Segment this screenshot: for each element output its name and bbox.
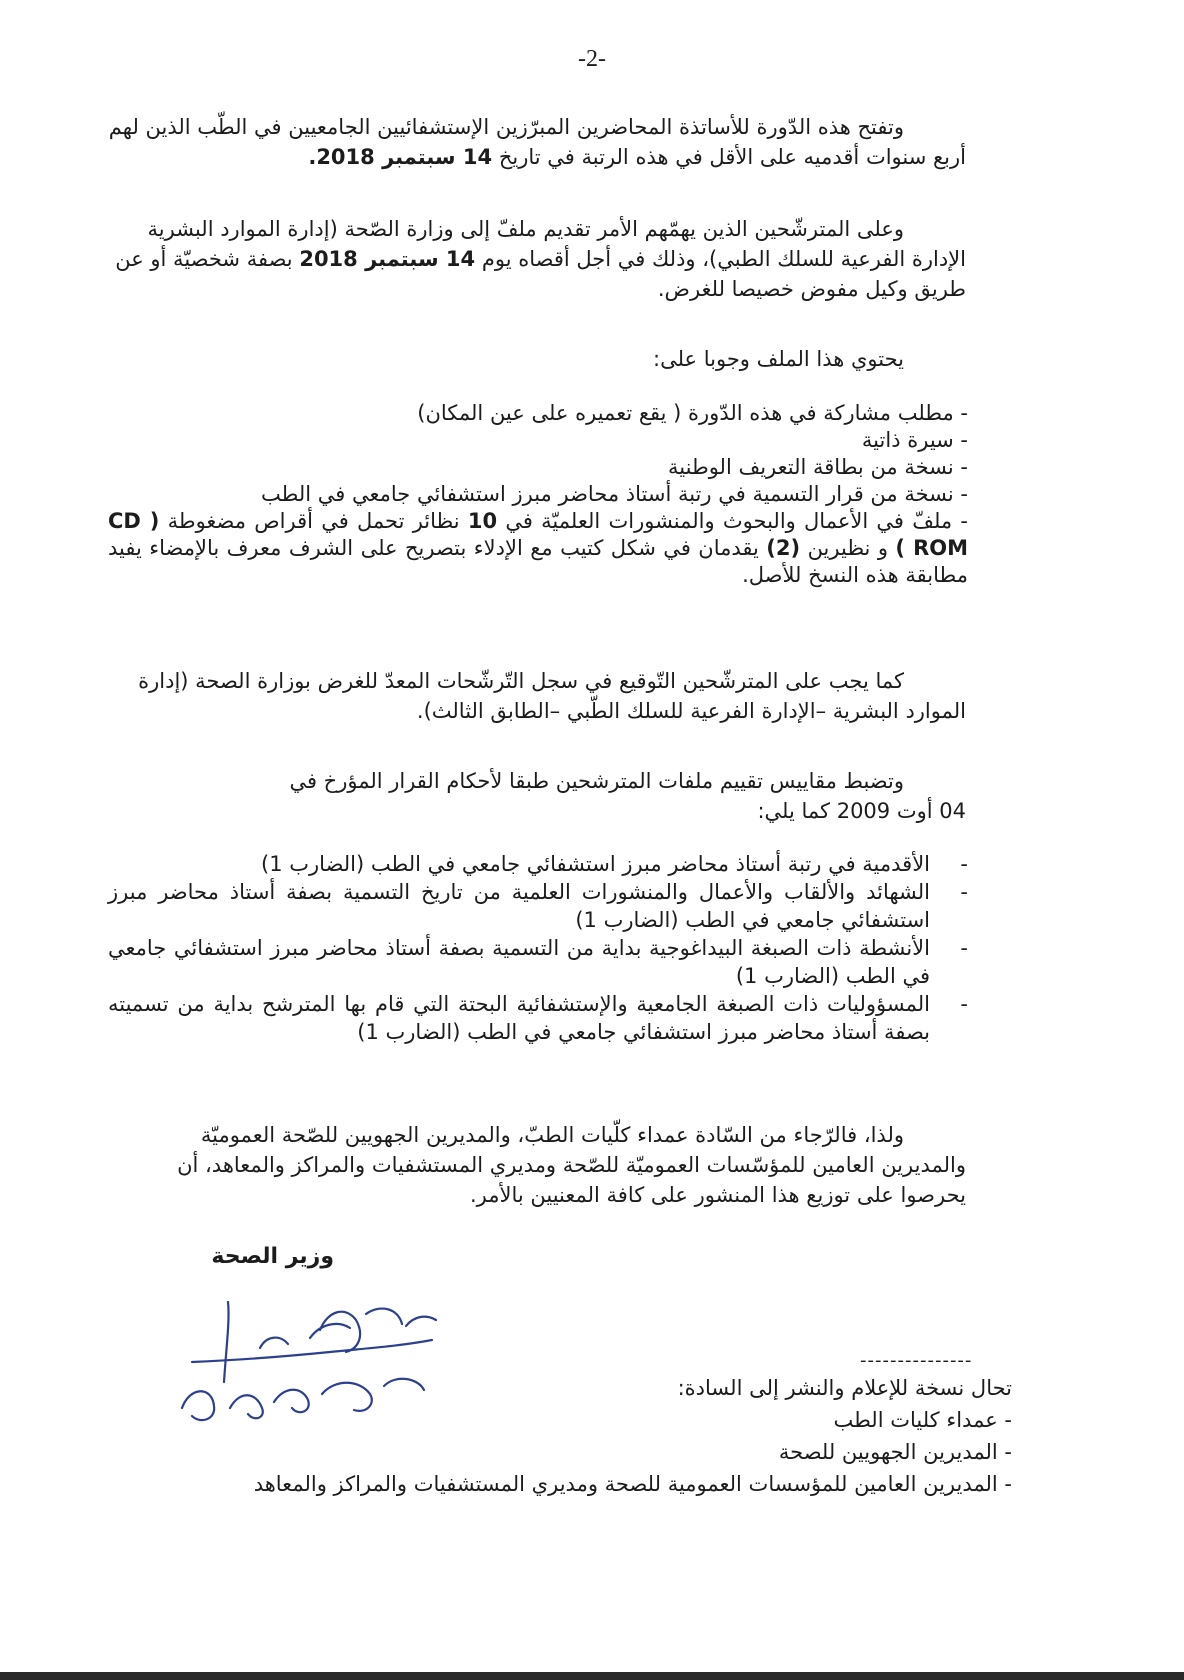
page-number: -2- xyxy=(578,46,606,72)
paragraph-closing xyxy=(108,1120,966,1210)
list-item-text: - ملفّ في الأعمال والبحوث والمنشورات العلميّة في xyxy=(505,509,968,533)
copies-count: 10 xyxy=(467,509,498,533)
paragraph-line: الموارد البشرية –الإدارة الفرعية للسلك الطّبي –الطابق الثالث). xyxy=(416,699,966,723)
paragraph-line xyxy=(108,142,966,172)
paragraph-line: وعلى المترشّحين الذين يهمّهم الأمر تقديم ملفّ إلى وزارة الصّحة (إدارة الموارد البشرية xyxy=(147,217,904,241)
paragraph-application xyxy=(108,214,966,304)
bullet-dash: - xyxy=(960,880,968,904)
list-item: - نسخة من بطاقة التعريف الوطنية xyxy=(668,455,968,479)
list-item: - نسخة من قرار التسمية في رتبة أستاذ محاضر مبرز استشفائي جامعي في الطب xyxy=(261,482,968,506)
list-item: - المديرين الجهويين للصحة xyxy=(778,1440,1012,1464)
minister-title: وزير الصحة xyxy=(211,1244,334,1269)
paragraph-line: طريق وكيل مفوض خصيصا للغرض. xyxy=(657,277,966,301)
list-item-text: يقدمان في شكل كتيب مع الإدلاء بتصريح على الشرف معرف xyxy=(226,536,759,560)
separator-line: --------------- xyxy=(860,1350,973,1371)
criterion-text: الأقدمية في رتبة أستاذ محاضر مبرز استشفائي جامعي في الطب (الضارب 1) xyxy=(261,852,930,876)
paragraph-evaluation xyxy=(108,766,966,826)
paragraph-text: الإدارة الفرعية للسلك الطبي)، وذلك في أجل أقصاه يوم xyxy=(481,247,966,271)
criterion-text: الشهائد والألقاب والأعمال والمنشورات العلمية من تاريخ التسمية بصفة أستاذ محاضر مبرز استشفائي جامعي في الطب (الضارب 1) xyxy=(108,880,930,932)
cd-rom-label: ( CD ROM ) xyxy=(108,509,968,560)
paragraph-intro xyxy=(108,112,966,172)
paragraph-line: كما يجب على المترشّحين التّوقيع في سجل التّرشّحات المعدّ للغرض بوزارة الصحة (إدارة xyxy=(138,669,904,693)
list-item xyxy=(108,850,968,878)
paragraph-text: أربع سنوات أقدميه على الأقل في هذه الرتبة في تاريخ xyxy=(498,145,966,169)
scan-edge-bar xyxy=(0,1672,1184,1680)
evaluation-criteria-list xyxy=(108,850,968,1046)
required-documents-list xyxy=(88,400,968,589)
bullet-dash: - xyxy=(960,936,968,960)
distribution-heading: تحال نسخة للإعلام والنشر إلى السادة: xyxy=(677,1376,1012,1400)
list-item xyxy=(108,508,968,589)
list-item: - سيرة ذاتية xyxy=(861,428,968,452)
list-item xyxy=(108,934,968,990)
criterion-text: الأنشطة ذات الصبغة البيداغوجية بداية من التسمية بصفة أستاذ محاضر مبرز استشفائي جامعي في الطب (الضارب 1) xyxy=(108,936,930,988)
list-item-text: نظائر تحمل في أقراص مضغوطة xyxy=(167,509,460,533)
paragraph-line: وتضبط مقاييس تقييم ملفات المترشحين طبقا لأحكام القرار المؤرخ في xyxy=(289,769,904,793)
booklet-count: (2) xyxy=(766,536,801,560)
paragraph-text: بصفة شخصيّة أو عن xyxy=(115,247,293,271)
criterion-text: المسؤوليات ذات الصبغة الجامعية والإستشفائية البحتة التي قام بها المترشح بداية من تسميته بصفة أستاذ محاضر مبرز استشفائي جامعي في الطب (الضارب 1) xyxy=(108,992,930,1044)
paragraph-line xyxy=(108,244,966,274)
paragraph-line: ولذا، فالرّجاء من السّادة عمداء كلّيات الطبّ، والمديرين الجهويين للصّحة العموميّة xyxy=(200,1123,904,1147)
list-item xyxy=(108,990,968,1046)
paragraph-contents-heading xyxy=(108,344,966,374)
paragraph-line: يحتوي هذا الملف وجوبا على: xyxy=(653,347,904,371)
deadline-date: 14 سبتمبر 2018 xyxy=(299,247,476,271)
list-item xyxy=(108,878,968,934)
list-item: - المديرين العامين للمؤسسات العمومية للصحة ومديري المستشفيات والمراكز والمعاهد xyxy=(253,1472,1012,1496)
paragraph-line: يحرصوا على توزيع هذا المنشور على كافة المعنيين بالأمر. xyxy=(469,1183,966,1207)
list-item-text: بالإمضاء يفيد مطابقة هذه النسخ للأصل. xyxy=(108,536,968,587)
bullet-dash: - xyxy=(960,852,968,876)
list-item: - عمداء كليات الطب xyxy=(833,1408,1012,1432)
list-item-text: و نظيرين xyxy=(807,536,888,560)
deadline-date: 14 سبتمبر 2018. xyxy=(308,145,493,169)
list-item: - مطلب مشاركة في هذه الدّورة ( يقع تعميره على عين المكان) xyxy=(417,401,968,425)
paragraph-line: وتفتح هذه الدّورة للأساتذة المحاضرين المبرّزين الإستشفائيين الجامعيين في الطّب الذين لهم xyxy=(108,115,904,139)
paragraph-line: 04 أوت 2009 كما يلي: xyxy=(757,799,966,823)
paragraph-registration xyxy=(108,666,966,726)
distribution-list xyxy=(254,1372,1012,1500)
paragraph-line: والمديرين العامين للمؤسّسات العموميّة للصّحة ومديري المستشفيات والمراكز والمعاهد، أن xyxy=(177,1153,966,1177)
bullet-dash: - xyxy=(960,992,968,1016)
